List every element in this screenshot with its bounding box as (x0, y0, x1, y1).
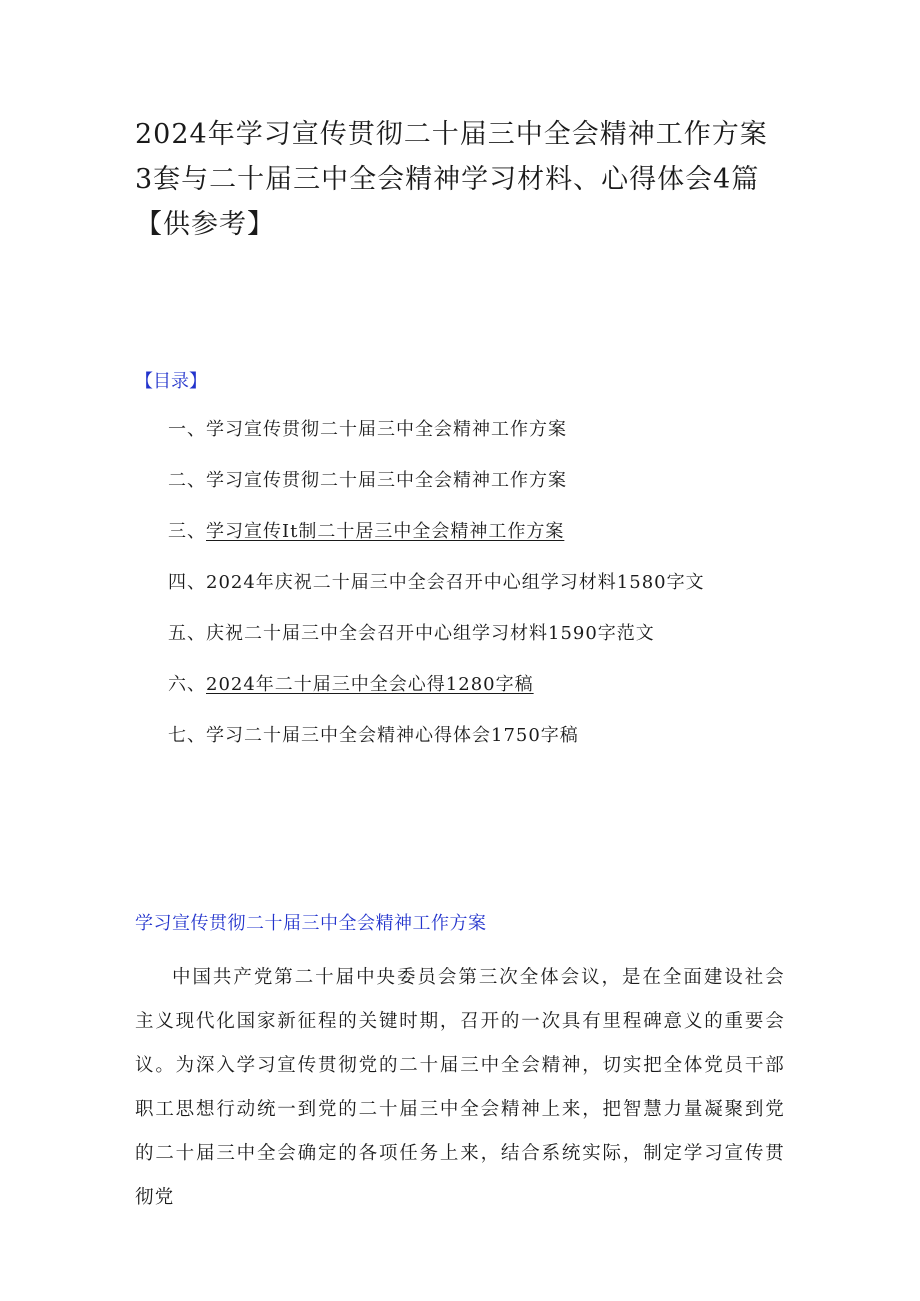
toc-item-number: 六、 (168, 674, 206, 695)
toc-heading: 【目录】 (135, 371, 207, 392)
toc-item-number: 一、 (168, 419, 206, 440)
toc-item-3[interactable] (168, 519, 705, 570)
toc-item-4[interactable] (168, 570, 705, 621)
toc-item-text: 学习宣传贯彻二十届三中全会精神工作方案 (206, 470, 567, 491)
toc-item-7[interactable] (168, 723, 705, 774)
toc-item-2[interactable] (168, 468, 705, 519)
toc-item-number: 五、 (168, 623, 206, 644)
toc-item-text: 学习二十届三中全会精神心得体会1750字稿 (206, 725, 579, 746)
toc-item-number: 三、 (168, 521, 206, 542)
document-title: 2024年学习宣传贯彻二十届三中全会精神工作方案3套与二十届三中全会精神学习材料、心得体会4篇【供参考】 (135, 119, 768, 240)
toc-item-6[interactable] (168, 672, 705, 723)
toc-item-number: 二、 (168, 470, 206, 491)
toc-item-number: 七、 (168, 725, 206, 746)
body-paragraph: 中国共产党第二十届中央委员会第三次全体会议，是在全面建设社会主义现代化国家新征程的关键时期，召开的一次具有里程碑意义的重要会议。为深入学习宣传贯彻党的二十届三中全会精神，切实把全体党员干部职工思想行动统一到党的二十届三中全会精神上来，把智慧力量凝聚到党的二十届三中全会确定的各项任务上来，结合系统实际，制定学习宣传贯彻党 (135, 967, 785, 1208)
toc-item-1[interactable] (168, 417, 705, 468)
toc-item-link[interactable]: 学习宣传It制二十居三中全会精神工作方案 (206, 521, 565, 542)
toc-item-link[interactable]: 2024年二十届三中全会心得1280字稿 (206, 674, 534, 695)
section-heading: 学习宣传贯彻二十届三中全会精神工作方案 (135, 913, 487, 934)
table-of-contents (168, 417, 705, 774)
toc-item-text: 庆祝二十届三中全会召开中心组学习材料1590字范文 (206, 623, 655, 644)
toc-item-text: 2024年庆祝二十届三中全会召开中心组学习材料1580字文 (206, 572, 705, 593)
toc-item-number: 四、 (168, 572, 206, 593)
toc-item-text: 学习宣传贯彻二十届三中全会精神工作方案 (206, 419, 567, 440)
toc-item-5[interactable] (168, 621, 705, 672)
